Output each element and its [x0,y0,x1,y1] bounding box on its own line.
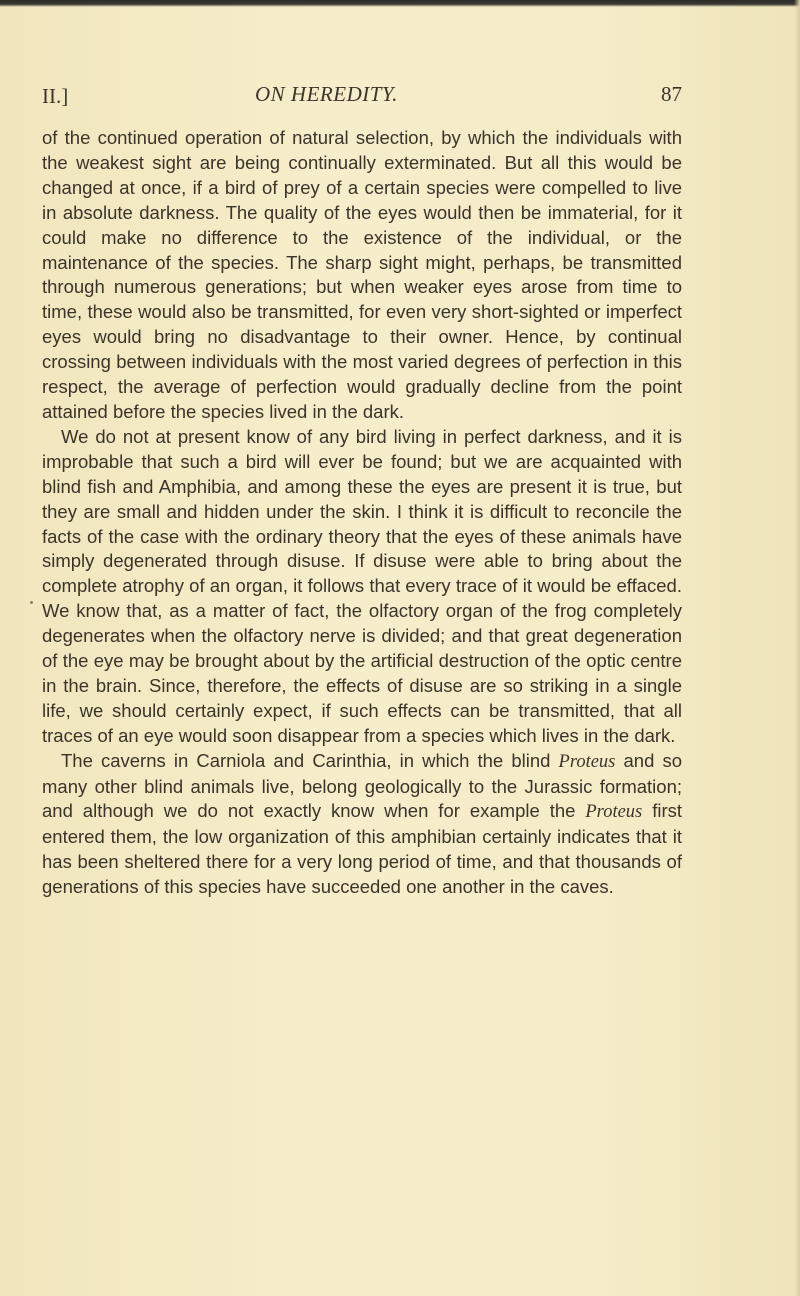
paragraph-3-text-a: The caverns in Carniola and Carinthia, in which the blind [61,749,559,771]
page-right-edge [794,0,800,1296]
page-top-shadow [0,0,800,7]
running-head [42,84,682,114]
running-title: ON HEREDITY. [255,82,398,106]
paragraph-1: of the continued operation of natural selection, by which the individuals with the weakest sight are being continually exterminated. But all this would be changed at once, if a bird of prey of a certain species were compelled to live in absolute darkness. The quality of the eyes would then be immaterial, for it could make no difference to the existence of the individual, or the maintenance of the species. The sharp sight might, perhaps, be transmitted through numerous generations; but when weaker eyes arose from time to time, these would also be transmitted, for even very short-sighted or imperfect eyes would bring no disadvantage to their owner. Hence, by continual crossing between individuals with the most varied degrees of perfection in this respect, the average of perfection would gradually decline from the point attained before the species lived in the dark. [42,127,682,422]
paragraph-3 [42,749,682,900]
paragraph-3-text-c: first entered them, the low organization of this amphibian certainly indicates that it has been sheltered there for a very long period of time, and that thousands of generations of this species have succeeded one another in the caves. [42,800,682,898]
paragraph-2: We do not at present know of any bird living in perfect darkness, and it is improbable that such a bird will ever be found; but we are acquainted with blind fish and Amphibia, and among these the eyes are present it is true, but they are small and hidden under the skin. I think it is difficult to reconcile the facts of the case with the ordinary theory that the eyes of these animals have simply degenerated through disuse. If disuse were able to bring about the complete atrophy of an organ, it follows that every trace of it would be effaced. We know that, as a matter of fact, the olfactory organ of the frog completely degenerates when the olfactory nerve is divided; and that great degeneration of the eye may be brought about by the artificial destruction of the optic centre in the brain. Since, therefore, the effects of disuse are so striking in a single life, we should certainly expect, if such effects can be transmitted, that all traces of an eye would soon disappear from a species which lives in the dark. [42,425,682,746]
page-number: 87 [661,82,682,106]
body-text [42,126,682,900]
italic-proteus-2: Proteus [585,802,643,823]
margin-speck [30,601,33,604]
italic-proteus-1: Proteus [558,751,616,772]
section-number: II.] [42,84,69,108]
paragraph-3-text-b: and so many other blind animals live, belong geologically to the Jurassic formation; and although we do not exactly know when for example the [42,749,682,822]
